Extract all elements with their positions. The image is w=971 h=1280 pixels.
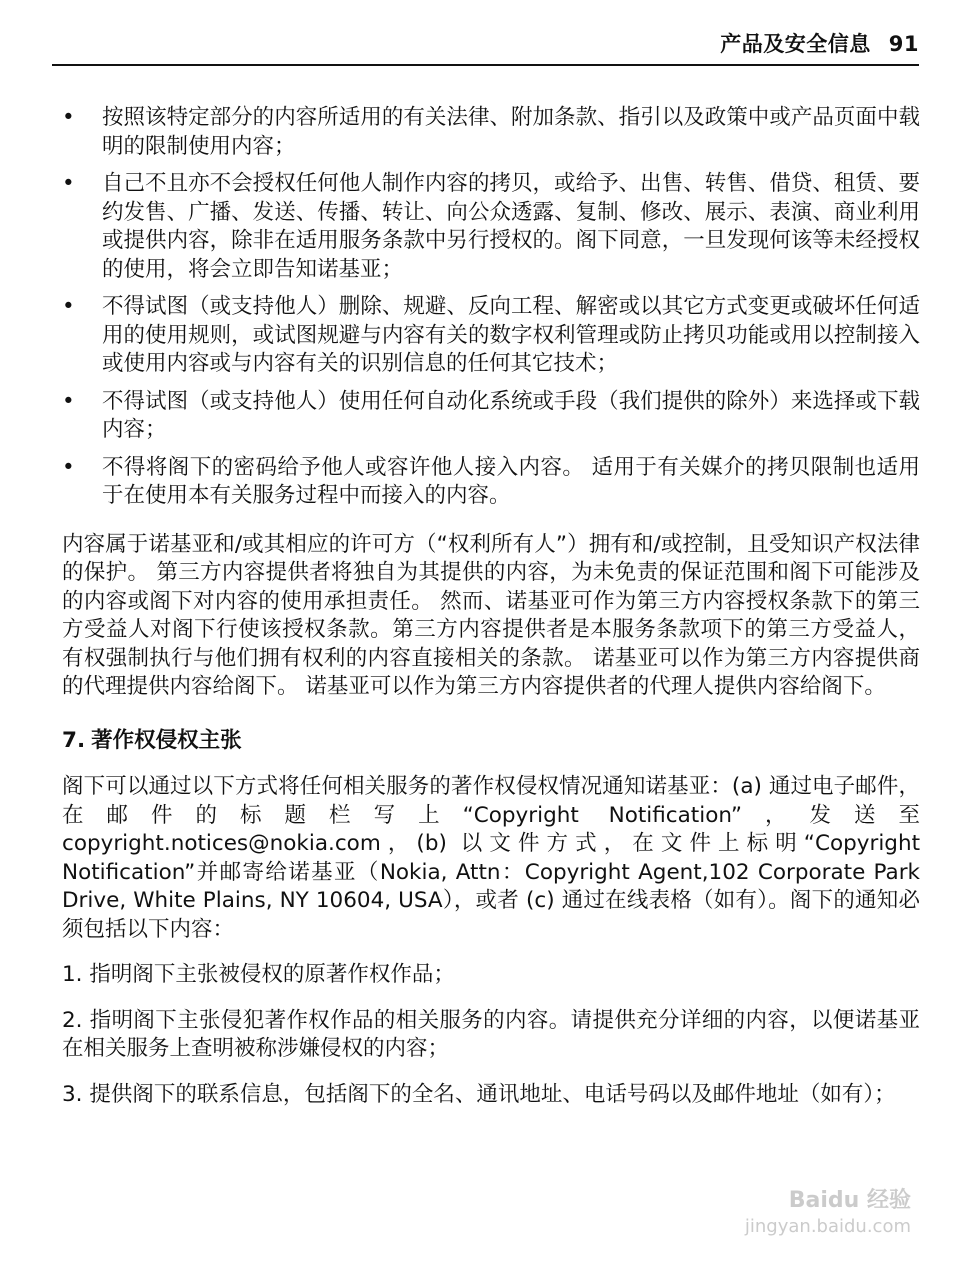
list-item: [62, 104, 920, 161]
list-item: [62, 293, 920, 379]
list-item-text: 不得将阁下的密码给予他人或容许他人接入内容。 适用于有关媒介的拷贝限制也适用于在使用本有关服务过程中而接入的内容。: [102, 454, 920, 508]
numbered-item: 2. 指明阁下主张侵犯著作权作品的相关服务的内容。请提供充分详细的内容，以便诺基亚在相关服务上查明被称涉嫌侵权的内容；: [62, 1007, 920, 1061]
bullet-icon: •: [62, 171, 75, 196]
list-item-text: 不得试图（或支持他人）删除、规避、反向工程、解密或以其它方式变更或破坏任何适用的使用规则，或试图规避与内容有关的数字权利管理或防止拷贝功能或用以控制接入或使用内容或与内容有关的识别信息的任何其它技术；: [102, 294, 920, 376]
bullet-icon: •: [62, 454, 75, 480]
page-header: [720, 28, 919, 58]
page-number: 91: [888, 32, 919, 56]
page-content: [62, 104, 920, 1109]
section-intro: 阁下可以通过以下方式将任何相关服务的著作权侵权情况通知诺基亚：(a) 通过电子邮件，在邮件的标题栏写上“Copyright Notification”，发送至 copyright.notices@nokia.com，(b) 以文件方式，在文件上标明“Copyright Notification”并邮寄给诺基亚（Nokia, Attn：Copyright Agent,102 Corporate Park Drive, White Plains, NY 10604, USA），或者 (c) 通过在线表格（如有）。阁下的通知必须包括以下内容：: [62, 774, 920, 942]
baidu-watermark: [745, 1188, 911, 1240]
list-item-text: 不得试图（或支持他人）使用任何自动化系统或手段（我们提供的除外）来选择或下载内容；: [102, 388, 920, 442]
list-item-text: 按照该特定部分的内容所适用的有关法律、附加条款、指引以及政策中或产品页面中载明的限制使用内容；: [102, 105, 920, 159]
bullet-icon: •: [62, 294, 75, 319]
list-item-text: 自己不且亦不会授权任何他人制作内容的拷贝，或给予、出售、转售、借贷、租赁、要约发售、广播、发送、传播、转让、向公众透露、复制、修改、展示、表演、商业利用或提供内容，除非在适用服务条款中另行授权的。阁下同意，一旦发现何该等未经授权的使用，将会立即告知诺基亚；: [102, 171, 920, 282]
list-item: [62, 170, 920, 284]
list-item: [62, 388, 920, 445]
header-title: 产品及安全信息: [720, 32, 871, 56]
ownership-paragraph: 内容属于诺基亚和/或其相应的许可方（“权利所有人”）拥有和/或控制，且受知识产权法律的保护。 第三方内容提供者将独自为其提供的内容，为未免责的保证范围和阁下可能涉及的内容或阁下对内容的使用承担责任。 然而、诺基亚可作为第三方内容授权条款下的第三方受益人对阁下行使该授权条款。第三方内容提供者是本服务条款项下的第三方受益人，有权强制执行与他们拥有权利的内容直接相关的条款。 诺基亚可以作为第三方内容提供商的代理提供内容给阁下。 诺基亚可以作为第三方内容提供者的代理人提供内容给阁下。: [62, 531, 920, 699]
list-item: [62, 454, 920, 511]
section-title: 著作权侵权主张: [91, 727, 242, 753]
watermark-brand: Baidu 经验: [788, 1188, 911, 1213]
restriction-list: [62, 104, 920, 511]
section-number: 7.: [62, 727, 86, 753]
numbered-item: 3. 提供阁下的联系信息，包括阁下的全名、通讯地址、电话号码以及邮件地址（如有）；: [62, 1081, 896, 1107]
bullet-icon: •: [62, 388, 75, 414]
watermark-url: jingyan.baidu.com: [744, 1216, 911, 1237]
section-heading: [62, 727, 920, 756]
bullet-icon: •: [62, 105, 75, 130]
numbered-item: 1. 指明阁下主张被侵权的原著作权作品；: [62, 962, 455, 987]
header-divider: [52, 64, 919, 66]
